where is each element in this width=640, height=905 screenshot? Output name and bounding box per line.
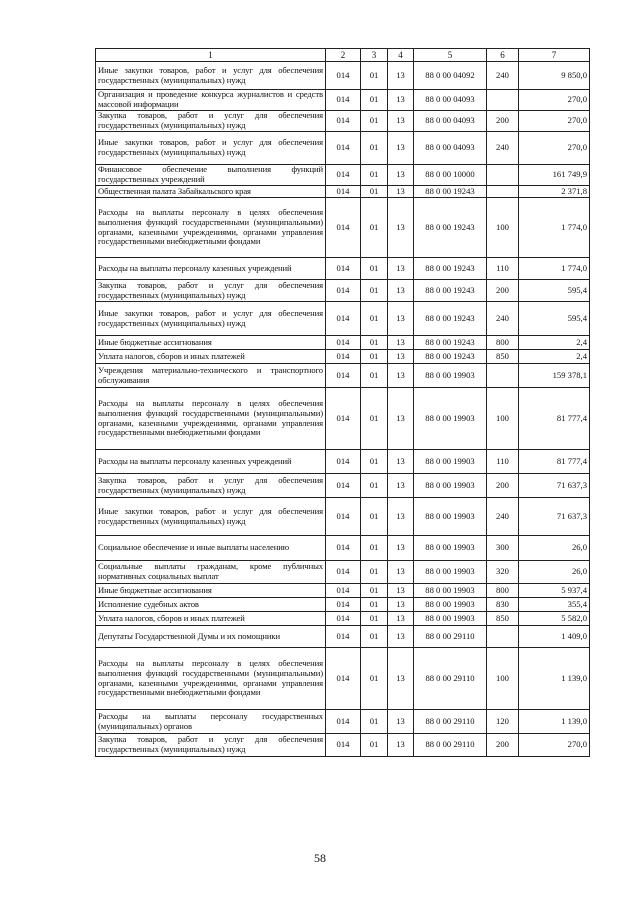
row-csr-cell: 88 0 00 04093 [414, 111, 487, 132]
row-sum-cell: 270,0 [519, 111, 590, 132]
row-vr-cell [487, 186, 519, 198]
row-csr-cell: 88 0 00 19903 [414, 474, 487, 498]
row-name-cell: Иные закупки товаров, работ и услуг для обеспечения государственных (муниципальных) нужд [96, 62, 326, 90]
row-csr-cell: 88 0 00 10000 [414, 165, 487, 186]
row-csr-cell: 88 0 00 29110 [414, 734, 487, 757]
row-csr-cell: 88 0 00 19903 [414, 498, 487, 536]
table-row [96, 198, 590, 258]
row-ved-cell: 014 [326, 186, 361, 198]
row-rz-cell: 01 [361, 165, 388, 186]
table-body [96, 62, 590, 757]
table-row [96, 336, 590, 350]
row-name-cell: Закупка товаров, работ и услуг для обеспечения государственных (муниципальных) нужд [96, 734, 326, 757]
row-pr-cell: 13 [388, 258, 414, 280]
table-header-row [96, 49, 590, 62]
row-rz-cell: 01 [361, 734, 388, 757]
row-pr-cell: 13 [388, 388, 414, 450]
page-number: 58 [314, 851, 326, 865]
row-pr-cell: 13 [388, 364, 414, 388]
row-ved-cell: 014 [326, 536, 361, 561]
row-pr-cell: 13 [388, 165, 414, 186]
row-csr-cell: 88 0 00 04092 [414, 62, 487, 90]
row-pr-cell: 13 [388, 62, 414, 90]
row-ved-cell: 014 [326, 734, 361, 757]
table-row [96, 648, 590, 710]
row-pr-cell: 13 [388, 336, 414, 350]
row-pr-cell: 13 [388, 598, 414, 612]
column-header: 5 [414, 49, 487, 62]
row-sum-cell: 1 409,0 [519, 626, 590, 648]
table-row [96, 612, 590, 626]
row-ved-cell: 014 [326, 612, 361, 626]
row-rz-cell: 01 [361, 498, 388, 536]
row-sum-cell: 1 139,0 [519, 648, 590, 710]
row-ved-cell: 014 [326, 90, 361, 111]
row-sum-cell: 270,0 [519, 734, 590, 757]
row-pr-cell: 13 [388, 498, 414, 536]
row-rz-cell: 01 [361, 536, 388, 561]
row-vr-cell: 200 [487, 474, 519, 498]
column-header: 7 [519, 49, 590, 62]
row-name-cell: Исполнение судебных актов [96, 598, 326, 612]
row-vr-cell: 100 [487, 198, 519, 258]
row-rz-cell: 01 [361, 584, 388, 598]
row-ved-cell: 014 [326, 280, 361, 302]
row-rz-cell: 01 [361, 364, 388, 388]
row-ved-cell: 014 [326, 474, 361, 498]
row-rz-cell: 01 [361, 280, 388, 302]
row-vr-cell: 200 [487, 111, 519, 132]
row-rz-cell: 01 [361, 450, 388, 474]
row-name-cell: Расходы на выплаты персоналу в целях обеспечения выполнения функций государственными (муниципальными) органами, казенными учреждениями, органами управления государственными внебюджетными фондами [96, 388, 326, 450]
row-vr-cell: 120 [487, 710, 519, 734]
row-csr-cell: 88 0 00 19243 [414, 336, 487, 350]
table-row [96, 584, 590, 598]
row-ved-cell: 014 [326, 364, 361, 388]
row-ved-cell: 014 [326, 198, 361, 258]
row-pr-cell: 13 [388, 648, 414, 710]
row-sum-cell: 5 937,4 [519, 584, 590, 598]
table-row [96, 734, 590, 757]
row-rz-cell: 01 [361, 186, 388, 198]
row-name-cell: Закупка товаров, работ и услуг для обеспечения государственных (муниципальных) нужд [96, 474, 326, 498]
row-ved-cell: 014 [326, 165, 361, 186]
row-vr-cell: 240 [487, 498, 519, 536]
row-pr-cell: 13 [388, 302, 414, 336]
row-vr-cell: 110 [487, 450, 519, 474]
table-row [96, 536, 590, 561]
row-rz-cell: 01 [361, 302, 388, 336]
row-name-cell: Организация и проведение конкурса журналистов и средств массовой информации [96, 90, 326, 111]
row-sum-cell: 2,4 [519, 336, 590, 350]
row-ved-cell: 014 [326, 710, 361, 734]
row-name-cell: Расходы на выплаты персоналу в целях обеспечения выполнения функций государственными (муниципальными) органами, казенными учреждениями, органами управления государственными внебюджетными фондами [96, 648, 326, 710]
row-vr-cell: 110 [487, 258, 519, 280]
table-row [96, 561, 590, 584]
row-csr-cell: 88 0 00 19243 [414, 186, 487, 198]
row-ved-cell: 014 [326, 132, 361, 165]
table-row [96, 710, 590, 734]
row-ved-cell: 014 [326, 302, 361, 336]
row-vr-cell [487, 165, 519, 186]
table-row [96, 626, 590, 648]
row-name-cell: Расходы на выплаты персоналу казенных учреждений [96, 258, 326, 280]
row-pr-cell: 13 [388, 536, 414, 561]
row-name-cell: Иные закупки товаров, работ и услуг для обеспечения государственных (муниципальных) нужд [96, 302, 326, 336]
row-csr-cell: 88 0 00 19903 [414, 450, 487, 474]
table-row [96, 280, 590, 302]
row-name-cell: Финансовое обеспечение выполнения функций государственных учреждений [96, 165, 326, 186]
row-vr-cell [487, 626, 519, 648]
row-sum-cell: 355,4 [519, 598, 590, 612]
row-csr-cell: 88 0 00 19903 [414, 584, 487, 598]
row-pr-cell: 13 [388, 198, 414, 258]
row-ved-cell: 014 [326, 648, 361, 710]
row-sum-cell: 9 850,0 [519, 62, 590, 90]
column-header: 3 [361, 49, 388, 62]
row-csr-cell: 88 0 00 19903 [414, 364, 487, 388]
row-sum-cell: 71 637,3 [519, 498, 590, 536]
row-name-cell: Иные бюджетные ассигнования [96, 584, 326, 598]
row-name-cell: Социальные выплаты гражданам, кроме публичных нормативных социальных выплат [96, 561, 326, 584]
row-csr-cell: 88 0 00 19243 [414, 258, 487, 280]
budget-table [95, 48, 590, 757]
row-ved-cell: 014 [326, 626, 361, 648]
table-row [96, 111, 590, 132]
row-csr-cell: 88 0 00 29110 [414, 626, 487, 648]
table-row [96, 474, 590, 498]
row-csr-cell: 88 0 00 29110 [414, 648, 487, 710]
row-sum-cell: 1 774,0 [519, 198, 590, 258]
row-rz-cell: 01 [361, 388, 388, 450]
table-row [96, 165, 590, 186]
row-csr-cell: 88 0 00 19243 [414, 302, 487, 336]
row-pr-cell: 13 [388, 350, 414, 364]
row-vr-cell: 100 [487, 388, 519, 450]
table-row [96, 186, 590, 198]
row-rz-cell: 01 [361, 350, 388, 364]
row-pr-cell: 13 [388, 612, 414, 626]
row-pr-cell: 13 [388, 474, 414, 498]
row-pr-cell: 13 [388, 280, 414, 302]
row-pr-cell: 13 [388, 584, 414, 598]
row-sum-cell: 2 371,8 [519, 186, 590, 198]
row-rz-cell: 01 [361, 62, 388, 90]
row-vr-cell: 200 [487, 280, 519, 302]
row-sum-cell: 2,4 [519, 350, 590, 364]
row-vr-cell: 100 [487, 648, 519, 710]
row-sum-cell: 270,0 [519, 132, 590, 165]
row-rz-cell: 01 [361, 474, 388, 498]
row-sum-cell: 81 777,4 [519, 388, 590, 450]
row-pr-cell: 13 [388, 90, 414, 111]
row-csr-cell: 88 0 00 19903 [414, 612, 487, 626]
row-vr-cell: 240 [487, 302, 519, 336]
row-name-cell: Расходы на выплаты персоналу казенных учреждений [96, 450, 326, 474]
row-vr-cell: 320 [487, 561, 519, 584]
row-csr-cell: 88 0 00 19903 [414, 561, 487, 584]
table-row [96, 498, 590, 536]
row-pr-cell: 13 [388, 132, 414, 165]
row-vr-cell: 800 [487, 584, 519, 598]
row-rz-cell: 01 [361, 90, 388, 111]
row-pr-cell: 13 [388, 450, 414, 474]
row-name-cell: Расходы на выплаты персоналу государственных (муниципальных) органов [96, 710, 326, 734]
row-name-cell: Иные бюджетные ассигнования [96, 336, 326, 350]
row-pr-cell: 13 [388, 111, 414, 132]
table-row [96, 388, 590, 450]
row-ved-cell: 014 [326, 62, 361, 90]
table-row [96, 90, 590, 111]
row-rz-cell: 01 [361, 336, 388, 350]
row-vr-cell: 240 [487, 132, 519, 165]
row-rz-cell: 01 [361, 598, 388, 612]
row-rz-cell: 01 [361, 710, 388, 734]
row-rz-cell: 01 [361, 111, 388, 132]
row-rz-cell: 01 [361, 626, 388, 648]
row-sum-cell: 26,0 [519, 561, 590, 584]
row-sum-cell: 595,4 [519, 280, 590, 302]
row-name-cell: Иные закупки товаров, работ и услуг для обеспечения государственных (муниципальных) нужд [96, 498, 326, 536]
row-name-cell: Закупка товаров, работ и услуг для обеспечения государственных (муниципальных) нужд [96, 111, 326, 132]
row-csr-cell: 88 0 00 04093 [414, 90, 487, 111]
row-sum-cell: 1 139,0 [519, 710, 590, 734]
row-vr-cell [487, 364, 519, 388]
row-sum-cell: 81 777,4 [519, 450, 590, 474]
column-header: 4 [388, 49, 414, 62]
row-ved-cell: 014 [326, 598, 361, 612]
row-sum-cell: 595,4 [519, 302, 590, 336]
row-vr-cell: 850 [487, 350, 519, 364]
row-pr-cell: 13 [388, 734, 414, 757]
row-pr-cell: 13 [388, 626, 414, 648]
row-sum-cell: 71 637,3 [519, 474, 590, 498]
table-row [96, 302, 590, 336]
column-header: 2 [326, 49, 361, 62]
table-row [96, 450, 590, 474]
row-pr-cell: 13 [388, 186, 414, 198]
row-vr-cell: 800 [487, 336, 519, 350]
row-csr-cell: 88 0 00 19903 [414, 598, 487, 612]
row-vr-cell [487, 90, 519, 111]
row-sum-cell: 5 582,0 [519, 612, 590, 626]
row-name-cell: Депутаты Государственной Думы и их помощники [96, 626, 326, 648]
row-rz-cell: 01 [361, 648, 388, 710]
row-name-cell: Иные закупки товаров, работ и услуг для обеспечения государственных (муниципальных) нужд [96, 132, 326, 165]
row-name-cell: Закупка товаров, работ и услуг для обеспечения государственных (муниципальных) нужд [96, 280, 326, 302]
row-sum-cell: 1 774,0 [519, 258, 590, 280]
row-csr-cell: 88 0 00 19903 [414, 388, 487, 450]
row-csr-cell: 88 0 00 19243 [414, 198, 487, 258]
row-ved-cell: 014 [326, 111, 361, 132]
column-header: 6 [487, 49, 519, 62]
row-name-cell: Социальное обеспечение и иные выплаты населению [96, 536, 326, 561]
row-vr-cell: 850 [487, 612, 519, 626]
table-row [96, 258, 590, 280]
row-rz-cell: 01 [361, 258, 388, 280]
row-name-cell: Расходы на выплаты персоналу в целях обеспечения выполнения функций государственными (муниципальными) органами, казенными учреждениями, органами управления государственными внебюджетными фондами [96, 198, 326, 258]
row-sum-cell: 161 749,9 [519, 165, 590, 186]
row-rz-cell: 01 [361, 612, 388, 626]
row-name-cell: Общественная палата Забайкальского края [96, 186, 326, 198]
table-row [96, 350, 590, 364]
row-name-cell: Учреждения материально-технического и транспортного обслуживания [96, 364, 326, 388]
row-ved-cell: 014 [326, 498, 361, 536]
row-vr-cell: 300 [487, 536, 519, 561]
table-row [96, 364, 590, 388]
row-vr-cell: 240 [487, 62, 519, 90]
row-csr-cell: 88 0 00 19243 [414, 280, 487, 302]
row-csr-cell: 88 0 00 04093 [414, 132, 487, 165]
row-vr-cell: 830 [487, 598, 519, 612]
table-row [96, 598, 590, 612]
row-ved-cell: 014 [326, 258, 361, 280]
row-name-cell: Уплата налогов, сборов и иных платежей [96, 350, 326, 364]
row-csr-cell: 88 0 00 19903 [414, 536, 487, 561]
row-ved-cell: 014 [326, 450, 361, 474]
row-rz-cell: 01 [361, 198, 388, 258]
row-pr-cell: 13 [388, 561, 414, 584]
row-ved-cell: 014 [326, 584, 361, 598]
row-rz-cell: 01 [361, 561, 388, 584]
row-ved-cell: 014 [326, 388, 361, 450]
row-sum-cell: 159 378,1 [519, 364, 590, 388]
row-rz-cell: 01 [361, 132, 388, 165]
row-pr-cell: 13 [388, 710, 414, 734]
row-ved-cell: 014 [326, 561, 361, 584]
row-ved-cell: 014 [326, 336, 361, 350]
row-ved-cell: 014 [326, 350, 361, 364]
row-sum-cell: 26,0 [519, 536, 590, 561]
table-row [96, 132, 590, 165]
row-sum-cell: 270,0 [519, 90, 590, 111]
column-header: 1 [96, 49, 326, 62]
row-name-cell: Уплата налогов, сборов и иных платежей [96, 612, 326, 626]
row-csr-cell: 88 0 00 29110 [414, 710, 487, 734]
table-row [96, 62, 590, 90]
row-vr-cell: 200 [487, 734, 519, 757]
row-csr-cell: 88 0 00 19243 [414, 350, 487, 364]
